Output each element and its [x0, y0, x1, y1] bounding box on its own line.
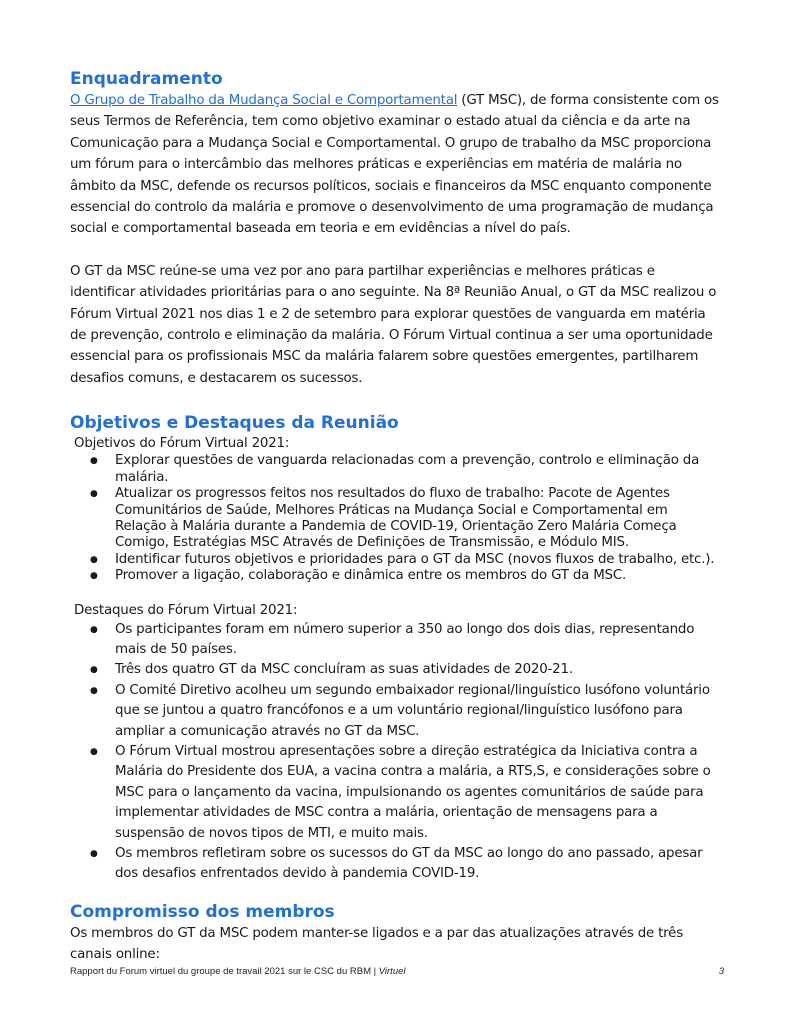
page-footer	[70, 966, 724, 977]
gt-msc-link[interactable]: O Grupo de Trabalho da Mudança Social e Comportamental	[70, 93, 458, 108]
list-item: ● Três dos quatro GT da MSC concluíram as suas atividades de 2020-21.	[70, 660, 720, 680]
paragraph-members: Os membros do GT da MSC podem manter-se ligados e a par das atualizações através de três canais online:	[70, 925, 683, 963]
objectives-label: Objetivos do Fórum Virtual 2021:	[74, 436, 290, 452]
footer-italic: Virtuel	[378, 966, 406, 977]
paragraph-annual-meeting: O GT da MSC reúne-se uma vez por ano para partilhar experiências e melhores práticas e identificar atividades prioritárias para o ano seguinte. Na 8ª Reunião Anual, o GT da MSC realizou o Fórum Virtual 2021 nos dias 1 e 2 de setembro para explorar questões de vanguarda em matéria de prevenção, controlo e eliminação da malária. O Fórum Virtual continua a ser uma oportunidade essencial para os profissionais MSC da malária falarem sobre questões emergentes, partilharem desafios comuns, e destacarem os sucessos.	[70, 263, 717, 386]
footer-text: Rapport du Forum virtuel du groupe de travail 2021 sur le CSC du RBM |	[70, 966, 379, 977]
document-page	[70, 68, 720, 966]
paragraph-intro	[70, 90, 720, 240]
list-item: ● O Comité Diretivo acolheu um segundo embaixador regional/linguístico lusófono voluntário que se juntou a quatro francófonos e a um voluntário regional/linguístico lusófono para ampliar a comunicação através no GT da MSC.	[70, 681, 720, 742]
list-item: ● Explorar questões de vanguarda relacionadas com a prevenção, controlo e eliminação da malária.	[70, 453, 720, 486]
highlights-label: Destaques do Fórum Virtual 2021:	[74, 602, 298, 618]
list-item: ● Os participantes foram em número superior a 350 ao longo dos dois dias, representando mais de 50 países.	[70, 620, 720, 661]
list-item: ● Atualizar os progressos feitos nos resultados do fluxo de trabalho: Pacote de Agentes Comunitários de Saúde, Melhores Práticas na Mudança Social e Comportamental em Relação à Malária durante a Pandemia de COVID-19, Orientação Zero Malária Começa Comigo, Estratégias MSC Através de Definições de Transmissão, e Módulo MIS.	[70, 486, 720, 552]
list-item: ● Os membros refletiram sobre os sucessos do GT da MSC ao longo do ano passado, apesar dos desafios enfrentados devido à pandemia COVID-19.	[70, 844, 720, 885]
list-item: ● O Fórum Virtual mostrou apresentações sobre a direção estratégica da Iniciativa contra a Malária do Presidente dos EUA, a vacina contra a malária, a RTS,S, e considerações sobre o MSC para o lançamento da vacina, impulsionando os agentes comunitários de saúde para implementar atividades de MSC contra a malária, orientação de mensagens para a suspensão de novos tipos de MTI, e muito mais.	[70, 742, 720, 844]
list-item: ● Promover a ligação, colaboração e dinâmica entre os membros do GT da MSC.	[70, 568, 720, 584]
list-item: ● Identificar futuros objetivos e prioridades para o GT da MSC (novos fluxos de trabalho, etc.).	[70, 552, 720, 568]
section-heading-objetivos: Objetivos e Destaques da Reunião	[70, 413, 399, 434]
page-number: 3	[718, 966, 724, 977]
paragraph-intro-text: (GT MSC), de forma consistente com os seus Termos de Referência, tem como objetivo examinar o estado atual da ciência e da arte na Comunicação para a Mudança Social e Comportamental. O grupo de trabalho da MSC proporciona um fórum para o intercâmbio das melhores práticas e experiências em matéria de malária no âmbito da MSC, defende os recursos políticos, sociais e financeiros da MSC enquanto componente essencial do controlo da malária e promove o desenvolvimento de uma programação de mudança social e comportamental baseada em teoria e em evidências a nível do país.	[70, 93, 719, 237]
section-heading-enquadramento: Enquadramento	[70, 69, 223, 89]
highlights-list	[70, 620, 720, 885]
objectives-list	[70, 453, 720, 584]
section-heading-compromisso: Compromisso dos membros	[70, 901, 335, 922]
